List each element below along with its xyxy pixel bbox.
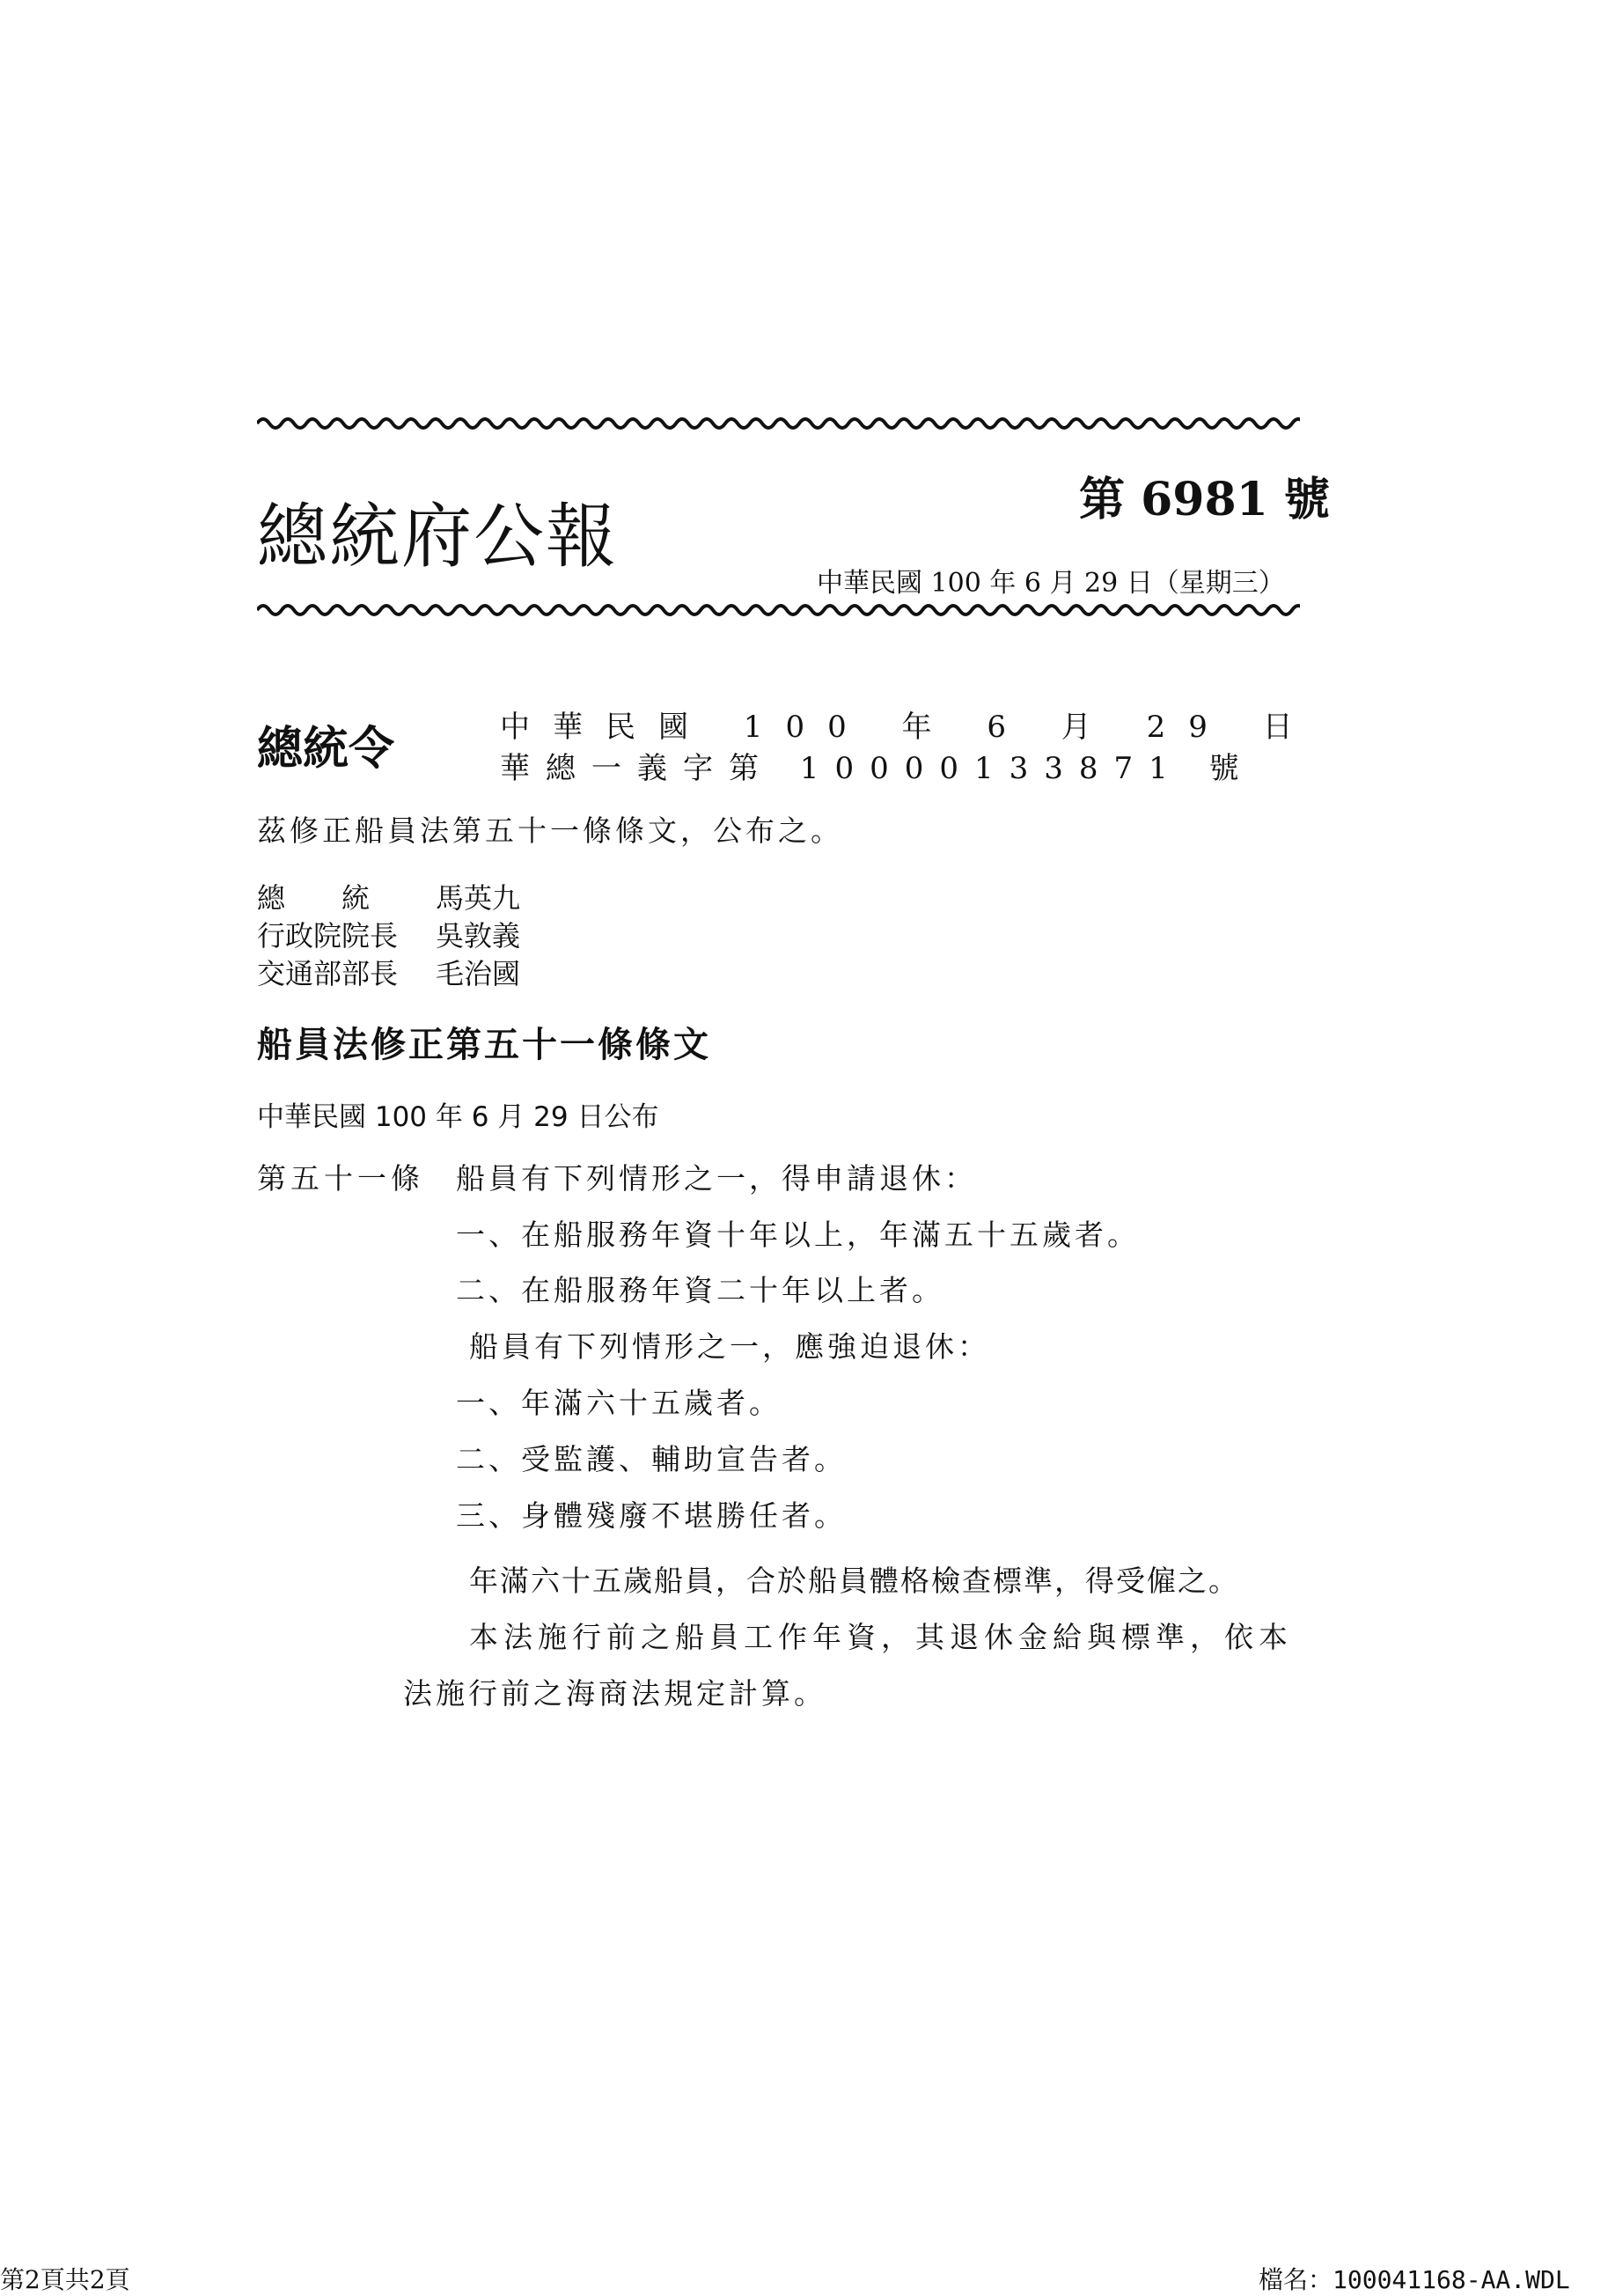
article-text-line: 年滿六十五歲船員，合於船員體格檢查標準，得受僱之。	[469, 1564, 1239, 1598]
decree-reference: 華總一義字第 10000133871 號	[500, 751, 1255, 786]
signatory-title: 行政院院長	[257, 919, 399, 953]
signatory-title: 交通部部長	[257, 957, 399, 990]
article-label: 第五十一條	[257, 1161, 424, 1196]
page-indicator: 第2頁共2頁	[0, 2265, 130, 2294]
signatory-title: 總 統	[257, 881, 371, 915]
issue-number: 第 6981 號	[1079, 473, 1330, 526]
article-text-line: 一、在船服務年資十年以上，年滿五十五歲者。	[456, 1218, 1140, 1252]
article-text-line: 二、在船服務年資二十年以上者。	[456, 1273, 944, 1307]
article-text-line: 法施行前之海商法規定計算。	[403, 1676, 826, 1711]
law-title: 船員法修正第五十一條條文	[257, 1024, 711, 1065]
signatory-name: 吳敦義	[436, 919, 521, 953]
signatory-name: 馬英九	[436, 881, 521, 915]
decree-heading: 總統令	[257, 723, 395, 776]
law-promulgation-date: 中華民國 100 年 6 月 29 日公布	[257, 1101, 659, 1133]
article-text-line: 一、年滿六十五歲者。	[456, 1386, 782, 1420]
article-text-line: 船員有下列情形之一，得申請退休：	[456, 1161, 977, 1196]
promulgation-statement: 茲修正船員法第五十一條條文，公布之。	[257, 813, 843, 848]
issue-date: 中華民國 100 年 6 月 29 日（星期三）	[817, 568, 1285, 599]
signatory-name: 毛治國	[436, 957, 521, 990]
decree-date: 中華民國 100 年 6 月 29 日	[500, 710, 1316, 745]
article-text-line: 二、受監護、輔助宣告者。	[456, 1442, 847, 1476]
article-text-line: 三、身體殘廢不堪勝任者。	[456, 1498, 847, 1533]
bottom-wavy-rule	[257, 600, 1300, 620]
file-name: 檔名：100041168-AA.WDL	[1259, 2265, 1570, 2294]
article-text-line: 本法施行前之船員工作年資，其退休金給與標準，依本	[469, 1620, 1293, 1654]
article-text-line: 船員有下列情形之一，應強迫退休：	[469, 1329, 990, 1364]
top-wavy-rule	[257, 414, 1300, 433]
gazette-title: 總統府公報	[257, 496, 618, 578]
